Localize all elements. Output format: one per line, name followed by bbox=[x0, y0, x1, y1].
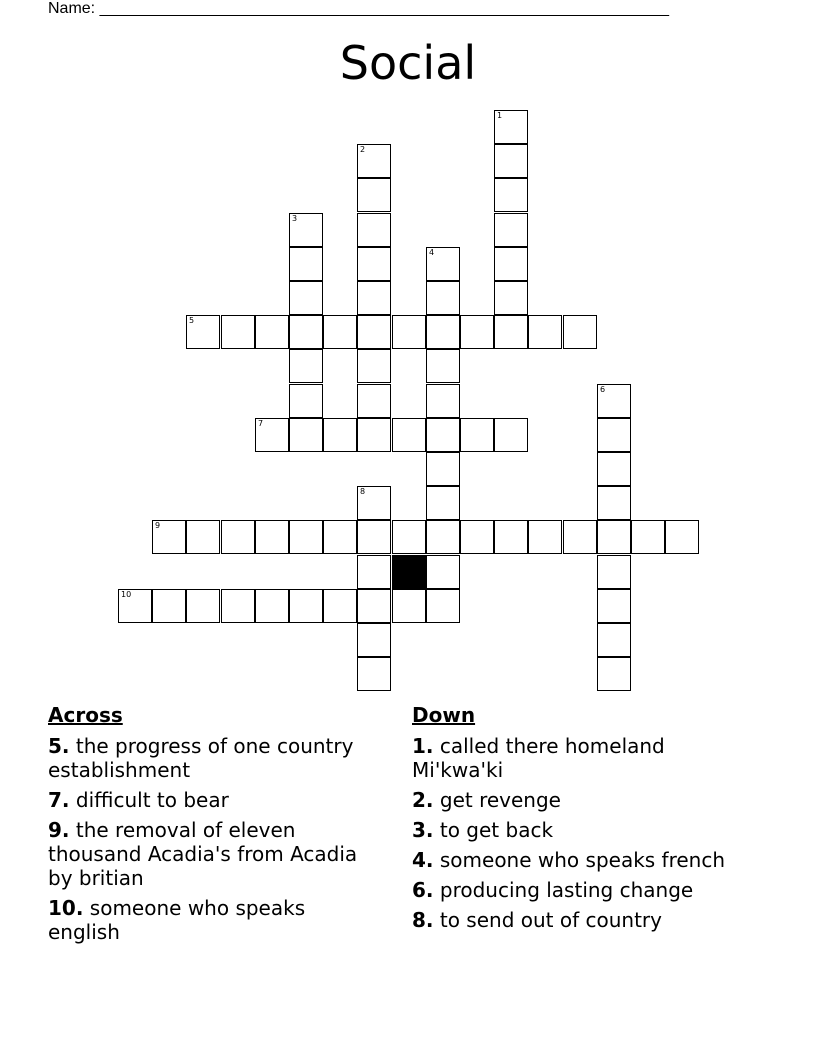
grid-cell[interactable] bbox=[494, 315, 528, 349]
down-heading: Down bbox=[412, 703, 476, 727]
down-clue bbox=[412, 734, 742, 782]
clue-text: to get back bbox=[439, 818, 554, 842]
clue-text: producing lasting change bbox=[439, 878, 694, 902]
clue-text: someone who speaks french bbox=[439, 848, 726, 872]
grid-cell[interactable] bbox=[357, 418, 391, 452]
grid-cell[interactable] bbox=[494, 418, 528, 452]
grid-cell[interactable] bbox=[357, 247, 391, 281]
clue-text: the progress of one country establishment bbox=[48, 734, 354, 782]
clue-number: 6. bbox=[412, 878, 434, 902]
grid-cell[interactable] bbox=[392, 315, 426, 349]
clue-number: 3. bbox=[412, 818, 434, 842]
grid-cell[interactable] bbox=[152, 589, 186, 623]
grid-cell[interactable] bbox=[186, 589, 220, 623]
grid-cell[interactable] bbox=[357, 486, 391, 520]
grid-cell[interactable] bbox=[597, 486, 631, 520]
grid-cell[interactable] bbox=[494, 281, 528, 315]
clue-number: 10. bbox=[48, 896, 84, 920]
grid-cell[interactable] bbox=[221, 315, 255, 349]
grid-cell[interactable] bbox=[289, 315, 323, 349]
across-heading: Across bbox=[48, 703, 123, 727]
clue-number: 5. bbox=[48, 734, 70, 758]
across-clue bbox=[48, 734, 383, 782]
across-clue bbox=[48, 818, 383, 890]
across-clue bbox=[48, 788, 383, 812]
clue-number: 7. bbox=[48, 788, 70, 812]
grid-cell[interactable] bbox=[118, 589, 152, 623]
grid-cell[interactable] bbox=[323, 418, 357, 452]
grid-cell[interactable] bbox=[255, 418, 289, 452]
clue-number-label: 2 bbox=[360, 145, 366, 154]
clue-text: someone who speaks english bbox=[48, 896, 306, 944]
down-clue bbox=[412, 908, 742, 932]
grid-cell[interactable] bbox=[597, 555, 631, 589]
grid-cell[interactable] bbox=[426, 589, 460, 623]
grid-cell[interactable] bbox=[631, 520, 665, 554]
grid-cell[interactable] bbox=[460, 520, 494, 554]
grid-cell[interactable] bbox=[392, 520, 426, 554]
grid-cell[interactable] bbox=[289, 349, 323, 383]
grid-cell[interactable] bbox=[357, 144, 391, 178]
grid-cell[interactable] bbox=[289, 384, 323, 418]
grid-cell[interactable] bbox=[426, 520, 460, 554]
grid-cell[interactable] bbox=[426, 281, 460, 315]
clue-number-label: 4 bbox=[429, 248, 435, 257]
grid-cell[interactable] bbox=[494, 247, 528, 281]
grid-cell[interactable] bbox=[357, 657, 391, 691]
grid-cell[interactable] bbox=[494, 144, 528, 178]
grid-cell[interactable] bbox=[221, 589, 255, 623]
grid-cell[interactable] bbox=[255, 315, 289, 349]
down-clue bbox=[412, 788, 742, 812]
grid-cell[interactable] bbox=[186, 520, 220, 554]
down-clue bbox=[412, 848, 742, 872]
grid-cell[interactable] bbox=[563, 520, 597, 554]
clue-number-label: 6 bbox=[600, 385, 606, 394]
grid-cell[interactable] bbox=[289, 589, 323, 623]
clue-text: get revenge bbox=[439, 788, 561, 812]
grid-cell[interactable] bbox=[392, 418, 426, 452]
grid-cell[interactable] bbox=[426, 486, 460, 520]
grid-cell[interactable] bbox=[426, 452, 460, 486]
down-clue bbox=[412, 878, 742, 902]
grid-cell[interactable] bbox=[357, 520, 391, 554]
grid-cell[interactable] bbox=[460, 418, 494, 452]
page-title: Social bbox=[339, 36, 477, 90]
across-clue bbox=[48, 896, 383, 944]
grid-cell[interactable] bbox=[323, 315, 357, 349]
clue-number-label: 3 bbox=[292, 214, 298, 223]
grid-cell[interactable] bbox=[357, 555, 391, 589]
grid-cell[interactable] bbox=[597, 589, 631, 623]
grid-cell[interactable] bbox=[528, 315, 562, 349]
clue-number-label: 9 bbox=[155, 521, 161, 530]
grid-cell[interactable] bbox=[597, 623, 631, 657]
grid-cell[interactable] bbox=[357, 384, 391, 418]
down-clues bbox=[412, 702, 742, 938]
grid-cell[interactable] bbox=[597, 657, 631, 691]
clue-number-label: 7 bbox=[258, 419, 264, 428]
grid-cell[interactable] bbox=[357, 281, 391, 315]
grid-cell[interactable] bbox=[255, 589, 289, 623]
grid-cell[interactable] bbox=[221, 520, 255, 554]
block-cell bbox=[392, 555, 426, 589]
grid-cell[interactable] bbox=[289, 281, 323, 315]
grid-cell[interactable] bbox=[357, 178, 391, 212]
grid-cell[interactable] bbox=[255, 520, 289, 554]
grid-cell[interactable] bbox=[426, 349, 460, 383]
grid-cell[interactable] bbox=[186, 315, 220, 349]
name-field-label: Name: ________________________________________________________________ bbox=[48, 0, 670, 17]
grid-cell[interactable] bbox=[289, 247, 323, 281]
down-clue bbox=[412, 818, 742, 842]
grid-cell[interactable] bbox=[289, 520, 323, 554]
grid-cell[interactable] bbox=[289, 213, 323, 247]
grid-cell[interactable] bbox=[289, 418, 323, 452]
grid-cell[interactable] bbox=[392, 589, 426, 623]
clue-text: called there homeland Mi'kwa'ki bbox=[412, 734, 665, 782]
grid-cell[interactable] bbox=[528, 520, 562, 554]
clue-text: difficult to bear bbox=[75, 788, 229, 812]
clue-number: 9. bbox=[48, 818, 70, 842]
clue-number: 4. bbox=[412, 848, 434, 872]
grid-cell[interactable] bbox=[665, 520, 699, 554]
grid-cell[interactable] bbox=[597, 384, 631, 418]
clue-number-label: 5 bbox=[189, 316, 195, 325]
grid-cell[interactable] bbox=[357, 623, 391, 657]
grid-cell[interactable] bbox=[597, 452, 631, 486]
grid-cell[interactable] bbox=[460, 315, 494, 349]
clue-number-label: 1 bbox=[497, 111, 503, 120]
grid-cell[interactable] bbox=[152, 520, 186, 554]
clue-number-label: 8 bbox=[360, 487, 366, 496]
clue-number: 2. bbox=[412, 788, 434, 812]
grid-cell[interactable] bbox=[426, 384, 460, 418]
grid-cell[interactable] bbox=[597, 520, 631, 554]
grid-cell[interactable] bbox=[426, 247, 460, 281]
grid-cell[interactable] bbox=[357, 213, 391, 247]
grid-cell[interactable] bbox=[494, 178, 528, 212]
grid-cell[interactable] bbox=[494, 520, 528, 554]
grid-cell[interactable] bbox=[357, 315, 391, 349]
clue-number: 1. bbox=[412, 734, 434, 758]
grid-cell[interactable] bbox=[426, 418, 460, 452]
grid-cell[interactable] bbox=[357, 589, 391, 623]
grid-cell[interactable] bbox=[426, 555, 460, 589]
grid-cell[interactable] bbox=[563, 315, 597, 349]
grid-cell[interactable] bbox=[323, 589, 357, 623]
grid-cell[interactable] bbox=[494, 213, 528, 247]
grid-cell[interactable] bbox=[426, 315, 460, 349]
clue-text: to send out of country bbox=[439, 908, 662, 932]
clue-text: the removal of eleven thousand Acadia's from Acadia by britian bbox=[48, 818, 358, 890]
grid-cell[interactable] bbox=[357, 349, 391, 383]
grid-cell[interactable] bbox=[323, 520, 357, 554]
across-clues bbox=[48, 702, 383, 950]
clue-number: 8. bbox=[412, 908, 434, 932]
grid-cell[interactable] bbox=[494, 110, 528, 144]
clue-number-label: 10 bbox=[121, 590, 132, 599]
grid-cell[interactable] bbox=[597, 418, 631, 452]
